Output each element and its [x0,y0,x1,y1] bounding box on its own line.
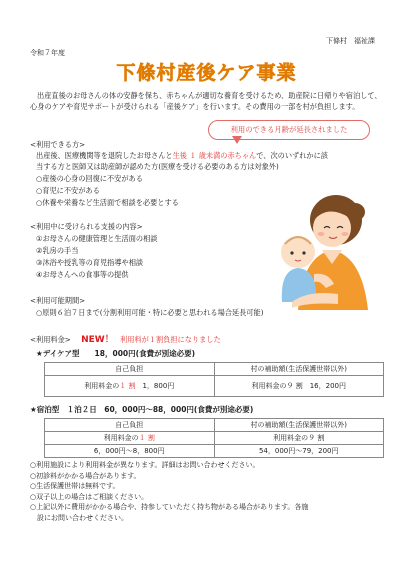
eligible-line1-pre: 出産後、医療機関等を退院したお母さんと [36,151,173,160]
daycare-self-cell [45,376,215,397]
support-item: ①お母さんの健康管理と生活面の相談 [36,234,158,243]
eligible-age-highlight: 生後 １ 歳未満の赤ちゃん [172,151,257,160]
daycare-self-amount: 1，800円 [142,381,175,390]
fee-heading: <利用料金> [30,335,71,344]
new-label: NEW！ [81,335,114,345]
note-line: ○初診料がかかる場合があります。 [30,471,141,480]
stay-subsidy-amount-cell: 54，000円〜79，200円 [214,445,384,458]
eligible-line1 [36,151,391,161]
table-row [45,419,384,432]
stay-self-ratio-cell [45,432,215,445]
stay-col2: 村の補助額(生活保護世帯以外) [214,419,384,432]
department-label: 下條村 福祉課 [326,37,375,45]
stay-self-amount-cell: 6，000円〜8，800円 [45,445,215,458]
stay-subsidy-ratio-cell: 利用料金の９ 割 [214,432,384,445]
notice-bubble: 利用のできる月齢が延長されました [208,120,370,140]
page-title: 下條村産後ケア事業 [116,62,297,84]
table-row [45,376,384,397]
table-row [45,432,384,445]
table-row [45,363,384,376]
daycare-title: ★デイケア型 18，000円(食費が別途必要) [36,349,195,358]
stay-title: ★宿泊型 １泊２日 60，000円〜88，000円(食費が別途必要) [30,405,254,414]
eligible-heading: <利用できる方> [30,140,86,149]
eligible-item: ○休養や栄養など生活面で相談を必要とする [36,198,179,207]
support-heading: <利用中に受けられる支援の内容> [30,222,143,231]
daycare-col1: 自己負担 [45,363,215,376]
new-text: 利用料が１割負担になりました [120,335,221,344]
note-line: ○上記以外に費用がかかる場合や、持参していただく持ち物がある場合があります。各施 [30,503,309,511]
stay-col1: 自己負担 [45,419,215,432]
intro-paragraph: 出産直後のお母さんの体の安静を保ち、赤ちゃんが適切な養育を受けるため、助産院に日帰りや宿泊して、心身のケアや育児サポートが受けられる「産後ケア」を行います。その費用の一部を村が負担します。 [30,91,382,112]
eligible-item: ○育児に不安がある [36,186,100,195]
note-line: ○双子以上の場合はご相談ください。 [30,492,149,501]
support-item: ②乳房の手当 [36,246,79,255]
support-item: ③沐浴や授乳等の育児指導や相談 [36,258,144,267]
eligible-item: ○産後の心身の回復に不安がある [36,174,143,183]
support-item: ④お母さんへの食事等の提供 [36,270,129,279]
table-row [45,445,384,458]
notes-block [30,460,385,523]
fee-heading-row [30,334,221,347]
period-heading: <利用可能期間> [30,296,86,305]
bubble-tail [232,136,242,144]
eligible-line2: 当する方と医師又は助産師が認めた方(医療を受ける必要のある方は対象外) [36,162,279,171]
daycare-table [44,362,384,397]
eligible-line1-post: で、次のいずれかに該 [256,151,328,160]
stay-self-pre: 利用料金の [103,433,139,442]
mother-baby-illustration [258,190,384,315]
daycare-self-pre: 利用料金の [84,381,120,390]
note-line: ○利用施設により利用料金が異なります。詳細はお問い合わせください。 [30,461,260,469]
fiscal-year-label: 令和７年度 [30,49,65,57]
daycare-col2: 村の補助額(生活保護世帯以外) [214,363,384,376]
daycare-subsidy-cell: 利用料金の９ 割 16，200円 [214,376,384,397]
daycare-self-ratio: １ 割 [119,381,136,390]
stay-self-ratio: １ 割 [138,433,155,442]
note-line: ○生活保護世帯は無料です。 [30,482,120,490]
stay-table [44,418,384,458]
note-line: 設にお問い合わせください。 [30,513,128,522]
period-text: ○原則６泊７日まで(分割利用可能・特に必要と思われる場合延長可能) [36,308,264,317]
